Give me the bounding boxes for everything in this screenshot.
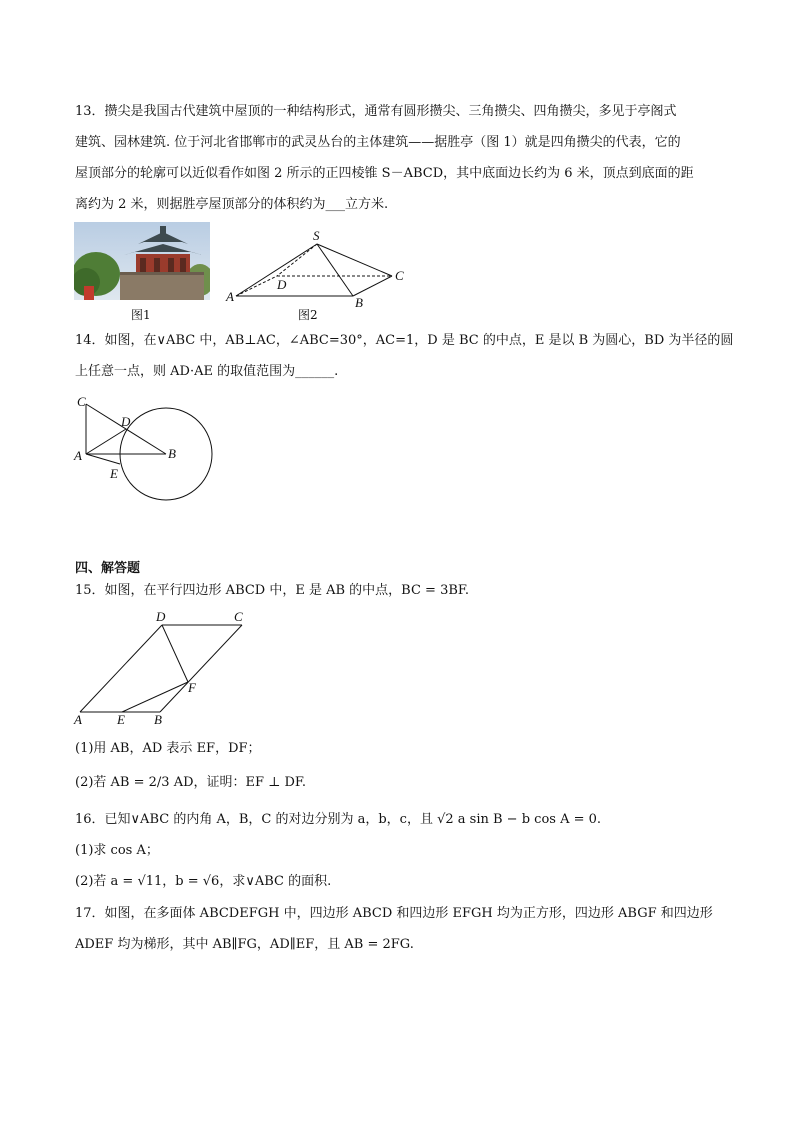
fig2-caption: 图2 <box>298 308 318 322</box>
q13-line-2: 建筑、园林建筑. 位于河北省邯郸市的武灵丛台的主体建筑——据胜亭（图 1）就是四角攒尖的代表，它的 <box>75 135 681 150</box>
para-label-A: A <box>74 712 82 727</box>
q14-line-2: 上任意一点，则 AD·AE 的取值范围为______. <box>75 364 339 379</box>
pyramid-label-S: S <box>313 228 320 243</box>
para-label-F: F <box>188 680 196 695</box>
q14-line-1: 14．如图，在∨ABC 中，AB⊥AC，∠ABC=30°，AC=1，D 是 BC 的中点，E 是以 B 为圆心，BD 为半径的圆 <box>75 333 734 348</box>
pyramid-label-B: B <box>355 295 363 310</box>
pavilion-photo <box>74 222 210 300</box>
q16-intro: 16．已知∨ABC 的内角 A，B，C 的对边分别为 a，b，c，且 √2 a sin B − b cos A = 0. <box>75 812 602 827</box>
section-heading: 四、解答题 <box>75 561 141 576</box>
para-label-C: C <box>234 609 243 624</box>
parallelogram-figure <box>70 606 255 728</box>
q13-line-1: 13．攒尖是我国古代建筑中屋顶的一种结构形式，通常有圆形攒尖、三角攒尖、四角攒尖，多见于亭阁式 <box>75 104 677 119</box>
circle-label-D: D <box>121 414 131 429</box>
para-label-E: E <box>117 712 125 727</box>
pyramid-label-C: C <box>395 268 404 283</box>
fig1-caption: 图1 <box>131 308 151 322</box>
q13-line-3: 屋顶部分的轮廓可以近似看作如图 2 所示的正四棱锥 S－ABCD，其中底面边长约为 6 米，顶点到底面的距 <box>75 166 694 181</box>
q17-line-1: 17．如图，在多面体 ABCDEFGH 中，四边形 ABCD 和四边形 EFGH 均为正方形，四边形 ABGF 和四边形 <box>75 906 713 921</box>
q16-part1: (1)求 cos A； <box>75 843 159 858</box>
q13-line-4: 离约为 2 米，则据胜亭屋顶部分的体积约为___立方米. <box>75 197 389 212</box>
q17-line-2: ADEF 均为梯形，其中 AB∥FG，AD∥EF，且 AB = 2FG. <box>75 937 414 952</box>
q16-part2: (2)若 a = √11，b = √6，求∨ABC 的面积. <box>75 874 332 889</box>
q15-part1: (1)用 AB，AD 表示 EF，DF； <box>75 741 261 756</box>
circle-label-E: E <box>110 466 118 481</box>
circle-label-C: C <box>77 394 86 409</box>
q15-intro: 15．如图，在平行四边形 ABCD 中，E 是 AB 的中点，BC = 3BF. <box>75 583 470 598</box>
para-label-D: D <box>156 609 166 624</box>
circle-label-A: A <box>74 448 82 463</box>
pyramid-label-A: A <box>226 289 234 304</box>
pyramid-label-D: D <box>277 277 287 292</box>
circle-figure <box>70 392 220 507</box>
circle-label-B: B <box>168 446 176 461</box>
para-label-B: B <box>154 712 162 727</box>
q15-part2: (2)若 AB = 2/3 AD，证明：EF ⊥ DF. <box>75 775 307 790</box>
pyramid-figure <box>225 226 415 311</box>
